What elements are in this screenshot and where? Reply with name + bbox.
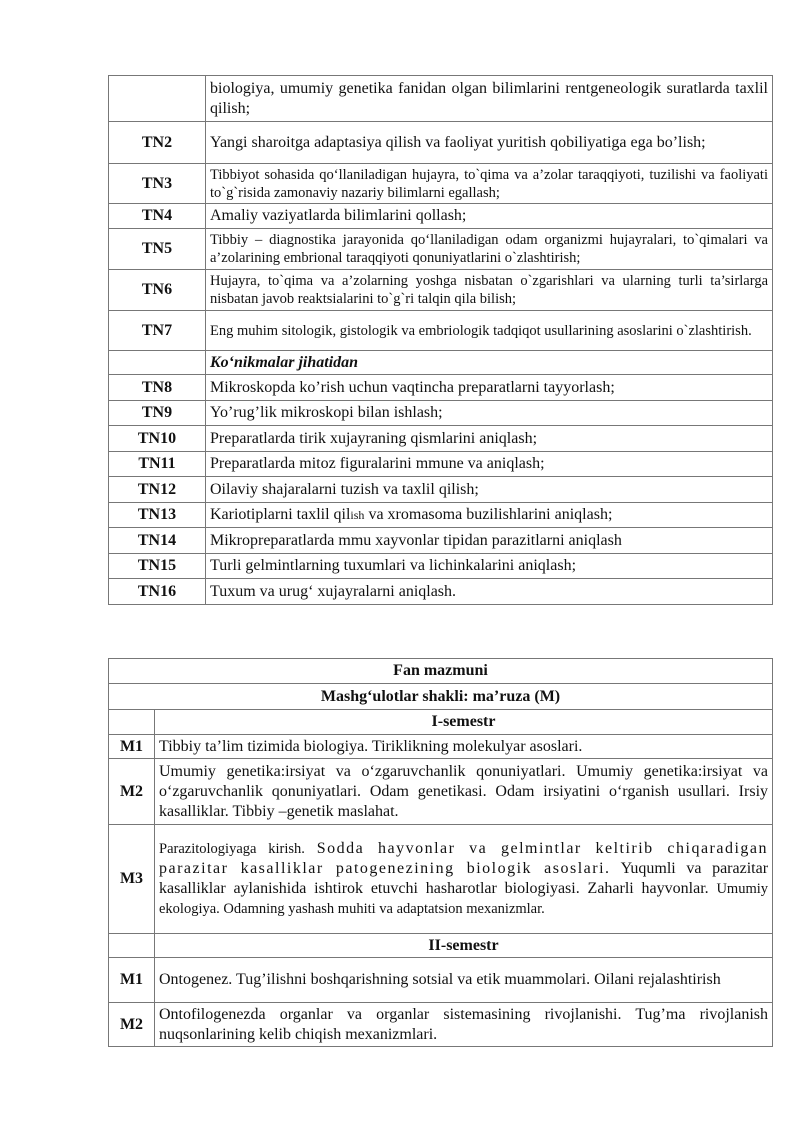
table-row	[109, 735, 773, 759]
competency-text: Hujayra, to`qima va a’zolarning yoshga nisbatan o`zgarishlari va ularning turli ta’sirlarga nisbatan javob reaktsialarini to`g`ri talqin qila bilish;	[206, 270, 773, 311]
lecture-text: Umumiy genetika:irsiyat va o‘zgaruvchanlik qonuniyatlari. Umumiy genetika:irsiyat va o‘zgaruvchanlik qonuniyatlari. Odam genetikasi. Odam irsiyatini o‘rganish usullari. Irsiy kasalliklar. Tibbiy –genetik maslahat.	[155, 759, 773, 825]
table-row	[109, 122, 773, 164]
skill-text: Preparatlarda mitoz figuralarini mmune va aniqlash;	[206, 452, 773, 477]
header-row	[109, 659, 773, 684]
competency-code: TN4	[109, 204, 206, 229]
competency-text: Yangi sharoitga adaptasiya qilish va faoliyat yuritish qobiliyatiga ega bo’lish;	[206, 122, 773, 164]
table-row	[109, 554, 773, 579]
lesson-form: Mashg‘ulotlar shakli: ma’ruza (M)	[109, 684, 773, 710]
table-row	[109, 204, 773, 229]
skill-text: Turli gelmintlarning tuxumlari va lichinkalarini aniqlash;	[206, 554, 773, 579]
lecture-text: Tibbiy ta’lim tizimida biologiya. Tiriklikning molekulyar asoslari.	[155, 735, 773, 759]
table-row	[109, 477, 773, 503]
skill-code: TN11	[109, 452, 206, 477]
section-row	[109, 351, 773, 375]
competency-code: TN7	[109, 311, 206, 351]
lecture-text: Parazitologiyaga kirish. Sodda hayvonlar va gelmintlar keltirib chiqaradigan parazitar kasalliklar patogenezining biologik asoslari. Yuqumli va parazitar kasalliklar aylanishida ishtirok etuvchi hasharotlar biologiyasi. Zaharli hayvonlar. Umumiy ekologiya. Odamning yashash muhiti va adaptatsion mexanizmlar.	[155, 825, 773, 934]
semester-row	[109, 934, 773, 958]
table-row	[109, 759, 773, 825]
competencies-table	[108, 75, 773, 605]
skill-text: Mikropreparatlarda mmu xayvonlar tipidan parazitlarni aniqlash	[206, 528, 773, 554]
skill-code: TN9	[109, 401, 206, 426]
skill-text: Mikroskopda ko’rish uchun vaqtincha preparatlarni tayyorlash;	[206, 375, 773, 401]
skill-text: Yo’rug’lik mikroskopi bilan ishlash;	[206, 401, 773, 426]
competency-code: TN6	[109, 270, 206, 311]
skill-text: Tuxum va urug‘ xujayralarni aniqlash.	[206, 579, 773, 605]
competency-text: Eng muhim sitologik, gistologik va embriologik tadqiqot usullarining asoslarini o`zlashtirish.	[206, 311, 773, 351]
skill-text: Oilaviy shajaralarni tuzish va taxlil qilish;	[206, 477, 773, 503]
competency-code: TN2	[109, 122, 206, 164]
competency-text: Tibbiyot sohasida qo‘llaniladigan hujayra, to`qima va a’zolar taraqqiyoti, tuzilishi va faoliyati to`g`risida zamonaviy nazariy bilimlarni egallash;	[206, 164, 773, 204]
competency-text: biologiya, umumiy genetika fanidan olgan bilimlarini rentgeneologik suratlarda taxlil qilish;	[206, 76, 773, 122]
competency-code: TN3	[109, 164, 206, 204]
skill-code: TN16	[109, 579, 206, 605]
skill-code: TN13	[109, 503, 206, 528]
table-row	[109, 401, 773, 426]
table-row	[109, 452, 773, 477]
skill-text: Kariotiplarni taxlil qilish va xromasoma buzilishlarini aniqlash;	[206, 503, 773, 528]
skill-code: TN15	[109, 554, 206, 579]
header-row	[109, 684, 773, 710]
content-table	[108, 658, 773, 1047]
lecture-text: Ontofilogenezda organlar va organlar sistemasining rivojlanishi. Tug’ma rivojlanish nuqsonlarining kelib chiqish mexanizmlari.	[155, 1003, 773, 1047]
semester-label: I-semestr	[155, 710, 773, 735]
semester-row	[109, 710, 773, 735]
table-row	[109, 311, 773, 351]
table-row	[109, 76, 773, 122]
table-row	[109, 1003, 773, 1047]
semester-label: II-semestr	[155, 934, 773, 958]
table-row	[109, 528, 773, 554]
table-row	[109, 375, 773, 401]
skill-code: TN14	[109, 528, 206, 554]
content-title: Fan mazmuni	[109, 659, 773, 684]
table-row	[109, 825, 773, 934]
table-row	[109, 426, 773, 452]
table-row	[109, 579, 773, 605]
lecture-code: M2	[109, 759, 155, 825]
competency-text: Tibbiy – diagnostika jarayonida qo‘llaniladigan odam organizmi hujayralari, to`qimalari va a’zolarining embrional taraqqiyoti qonuniyatlarini o`zlashtirish;	[206, 229, 773, 270]
competency-text: Amaliy vaziyatlarda bilimlarini qollash;	[206, 204, 773, 229]
table-row	[109, 270, 773, 311]
lecture-code: M2	[109, 1003, 155, 1047]
lecture-text: Ontogenez. Tug’ilishni boshqarishning sotsial va etik muammolari. Oilani rejalashtirish	[155, 958, 773, 1003]
lecture-code: M1	[109, 958, 155, 1003]
table-row	[109, 164, 773, 204]
skill-code: TN8	[109, 375, 206, 401]
table-row	[109, 503, 773, 528]
lecture-code: M1	[109, 735, 155, 759]
skill-code: TN12	[109, 477, 206, 503]
lecture-code: M3	[109, 825, 155, 934]
competency-code: TN5	[109, 229, 206, 270]
table-row	[109, 229, 773, 270]
section-title: Ko‘nikmalar jihatidan	[206, 351, 773, 375]
table-row	[109, 958, 773, 1003]
skill-code: TN10	[109, 426, 206, 452]
competency-code	[109, 76, 206, 122]
skill-text: Preparatlarda tirik xujayraning qismlarini aniqlash;	[206, 426, 773, 452]
